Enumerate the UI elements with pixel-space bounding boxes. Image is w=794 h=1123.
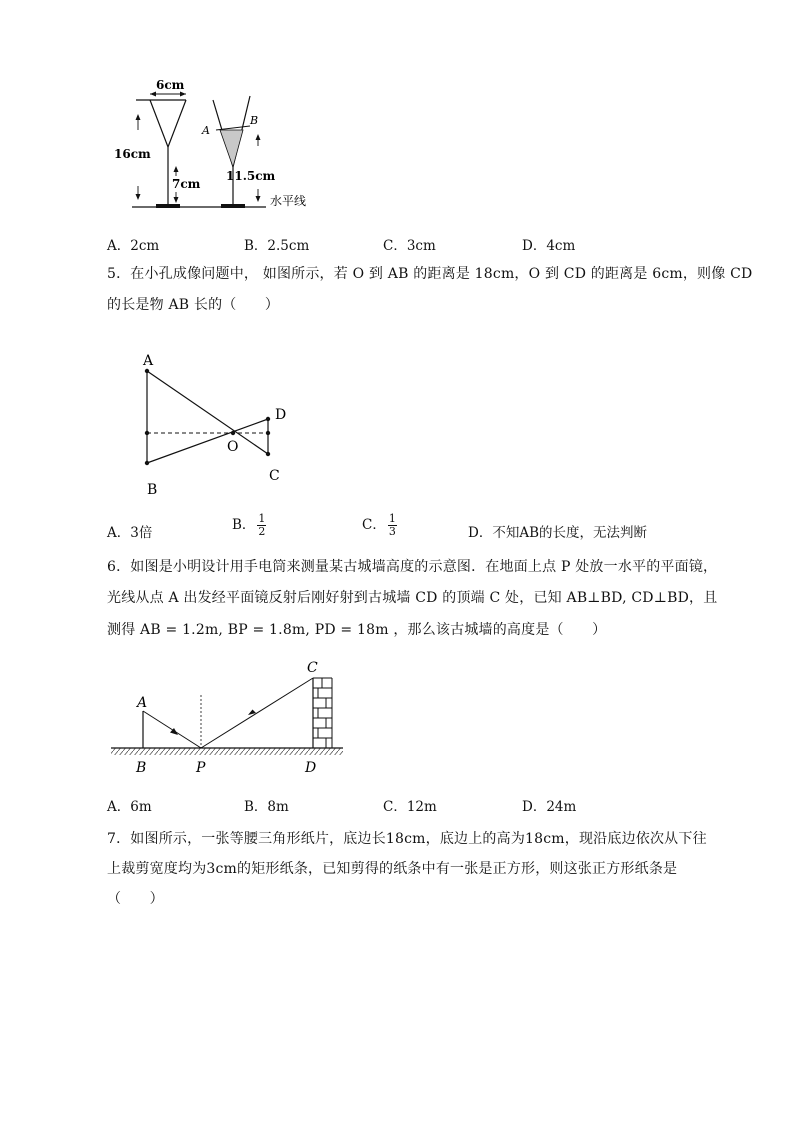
q5-option-b[interactable]: B． $\frac{1}{2}$ [232,512,266,538]
q6-question-line-1: 6．如图是小明设计用手电筒来测量某古城墙高度的示意图．在地面上点 P 处放一水平的平面镜， [107,559,718,575]
point-a-label: A [202,124,210,137]
q6-option-d[interactable]: D．24m [522,799,577,815]
q7-question-line-3: （ ） [107,891,164,907]
point-c: C [269,468,280,484]
point-p: P [196,760,206,776]
q6-question-line-3: 测得 AB = 1.2m, BP = 1.8m, PD = 18m ，那么该古城墙的高度是（ ） [107,622,607,638]
point-b-label: B [250,114,259,127]
q7-question-line-2: 上裁剪宽度均为3cm的矩形纸条，已知剪得的纸条中有一张是正方形，则这张正方形纸条是 [107,861,678,877]
glass-figure [110,72,330,217]
q6-option-c[interactable]: C．12m [383,799,437,815]
total-height-label: 16cm [114,147,151,161]
q4-option-a[interactable]: A．2cm [107,238,160,254]
q4-option-d[interactable]: D．4cm [522,238,576,254]
q5-question-line-1: 5．在小孔成像问题中， 如图所示，若 O 到 AB 的距离是 18cm，O 到 CD 的距离是 6cm，则像 CD [107,266,753,282]
q5-option-a[interactable]: A．3倍 [107,525,153,541]
q5-option-c[interactable]: C． $\frac{1}{3}$ [362,512,396,538]
q6-question-line-2: 光线从点 A 出发经平面镜反射后刚好射到古城墙 CD 的顶端 C 处，已知 AB⊥BD, CD⊥BD，且 [107,590,718,606]
point-d: D [275,407,287,423]
width-label: 6cm [156,78,185,92]
horizontal-line-label: 水平线 [270,194,307,208]
q5-option-d[interactable]: D．不知AB的长度，无法判断 [468,525,647,541]
point-d: D [305,760,317,776]
q4-option-b[interactable]: B．2.5cm [244,238,310,254]
point-c: C [307,660,318,676]
mirror-figure [108,655,348,780]
pinhole-figure [135,348,315,503]
q7-question-line-1: 7．如图所示，一张等腰三角形纸片，底边长18cm，底边上的高为18cm，现沿底边依次从下往 [107,831,707,847]
liquid-height-label: 11.5cm [226,169,276,183]
stem-height-label: 7cm [172,177,201,191]
point-o: O [227,439,239,455]
point-b: B [147,482,158,498]
point-b: B [136,760,147,776]
point-a: A [143,353,154,369]
q6-option-a[interactable]: A．6m [107,799,152,815]
point-a: A [137,695,148,711]
q4-option-c[interactable]: C．3cm [383,238,436,254]
q5-question-line-2: 的长是物 AB 长的（ ） [107,297,280,313]
q6-option-b[interactable]: B．8m [244,799,289,815]
